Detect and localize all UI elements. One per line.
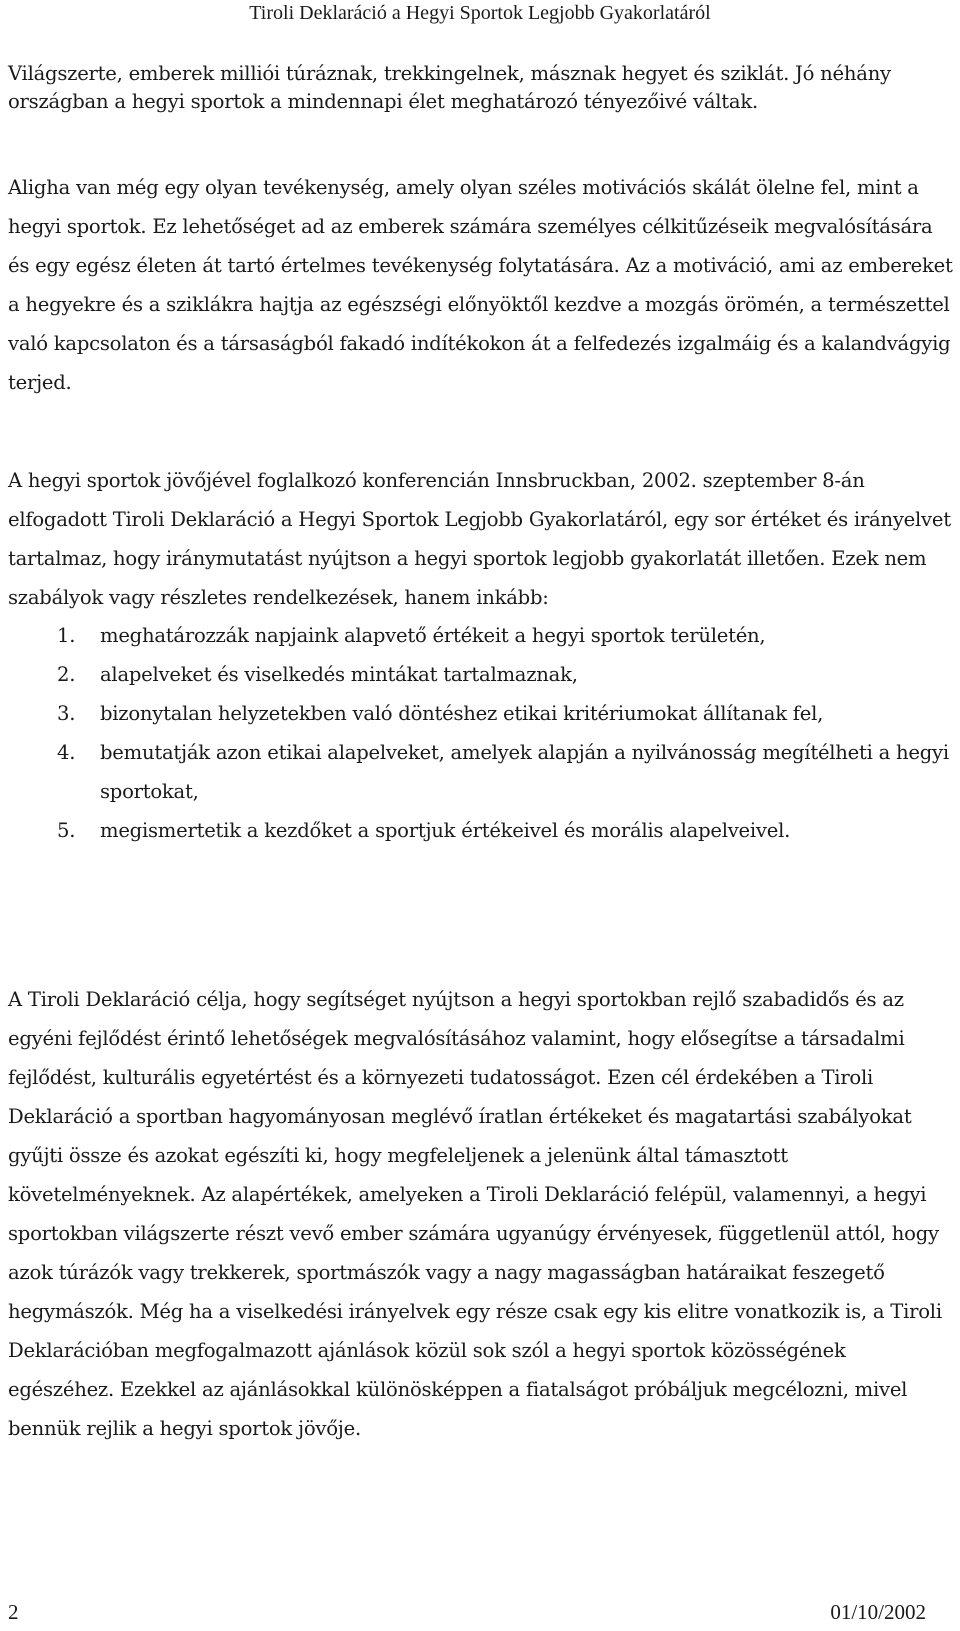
paragraph-text: A Tiroli Deklaráció célja, hogy segítséget nyújtson a hegyi sportokban rejlő szabadidős és az egyéni fejlődést érintő lehetőségek megvalósításához valamint, hogy elősegítse a társadalmi fejlődést, kulturális egyetértést és a környezeti tudatosságot. Ezen cél érdekében a Tiroli Deklaráció a sportban hagyományosan meglévő íratlan értékeket és magatartási szabályokat gyűjti össze és azokat egészíti ki, hogy megfeleljenek a jelenünk által támasztott követelményeknek. Az alapértékek, amelyeken a Tiroli Deklaráció felépül, valamennyi, a hegyi sportokban világszerte részt vevő ember számára ugyanúgy érvényesek, függetlenül attól, hogy azok túrázók vagy trekkerek, sportmászók vagy a nagy magasságban határaikat feszegető hegymászók. Még ha a viselkedési irányelvek egy része csak egy kis elitre vonatkozik is, a Tiroli Deklarációban megfogalmazott ajánlások közül sok szól a hegyi sportok közösségének egészéhez. Ezekkel az ajánlásokkal különösképpen a fiatalságot próbáljuk megcélozni, mivel bennük rejlik a hegyi sportok jövője. <box>8 988 942 1440</box>
list-item-text: bemutatják azon etikai alapelveket, amelyek alapján a nyilvánosság megítélheti a hegyi sportokat, <box>100 741 949 803</box>
paragraph-text: A hegyi sportok jövőjével foglalkozó konferencián Innsbruckban, 2002. szeptember 8-án elfogadott Tiroli Deklaráció a Hegyi Sportok Legjobb Gyakorlatáról, egy sor értéket és irányelvet tartalmaz, hogy iránymutatást nyújtson a hegyi sportok legjobb gyakorlatát illetően. Ezek nem szabályok vagy részletes rendelkezések, hanem inkább: <box>8 469 951 609</box>
list-item <box>8 811 956 850</box>
numbered-list <box>8 616 956 850</box>
motivation-paragraph <box>8 168 956 402</box>
purpose-paragraph <box>8 980 956 1448</box>
list-item <box>8 733 956 811</box>
list-item-text: megismertetik a kezdőket a sportjuk értékeivel és morális alapelveivel. <box>100 819 791 842</box>
paragraph-text: Világszerte, emberek milliói túráznak, trekkingelnek, másznak hegyet és sziklát. Jó néhány országban a hegyi sportok a mindennapi élet meghatározó tényezőivé váltak. <box>8 62 891 113</box>
list-item <box>8 655 956 694</box>
page-header-title: Tiroli Deklaráció a Hegyi Sportok Legjobb Gyakorlatáról <box>249 2 711 24</box>
list-item-text: alapelveket és viselkedés mintákat tartalmaznak, <box>100 663 578 686</box>
intro-paragraph <box>8 60 956 116</box>
list-item <box>8 694 956 733</box>
list-item-number: 1. <box>57 624 76 647</box>
list-item-number: 2. <box>57 663 76 686</box>
paragraph-text: Aligha van még egy olyan tevékenység, amely olyan széles motivációs skálát ölelne fel, mint a hegyi sportok. Ez lehetőséget ad az emberek számára személyes célkitűzéseik megvalósítására és egy egész életen át tartó értelmes tevékenység folytatására. Az a motiváció, ami az embereket a hegyekre és a sziklákra hajtja az egészségi előnyöktől kezdve a mozgás örömén, a természettel való kapcsolaton és a társaságból fakadó indítékokon át a felfedezés izgalmáig és a kalandvágyig terjed. <box>8 176 953 394</box>
list-item-number: 3. <box>57 702 76 725</box>
list-item-text: meghatározzák napjaink alapvető értékeit a hegyi sportok területén, <box>100 624 766 647</box>
list-item-number: 5. <box>57 819 76 842</box>
list-item <box>8 616 956 655</box>
list-item-text: bizonytalan helyzetekben való döntéshez etikai kritériumokat állítanak fel, <box>100 702 824 725</box>
numbered-list-block <box>8 616 956 850</box>
page-number: 2 <box>8 1600 19 1624</box>
conference-paragraph <box>8 461 956 617</box>
footer-date: 01/10/2002 <box>830 1600 926 1624</box>
list-item-number: 4. <box>57 741 76 764</box>
